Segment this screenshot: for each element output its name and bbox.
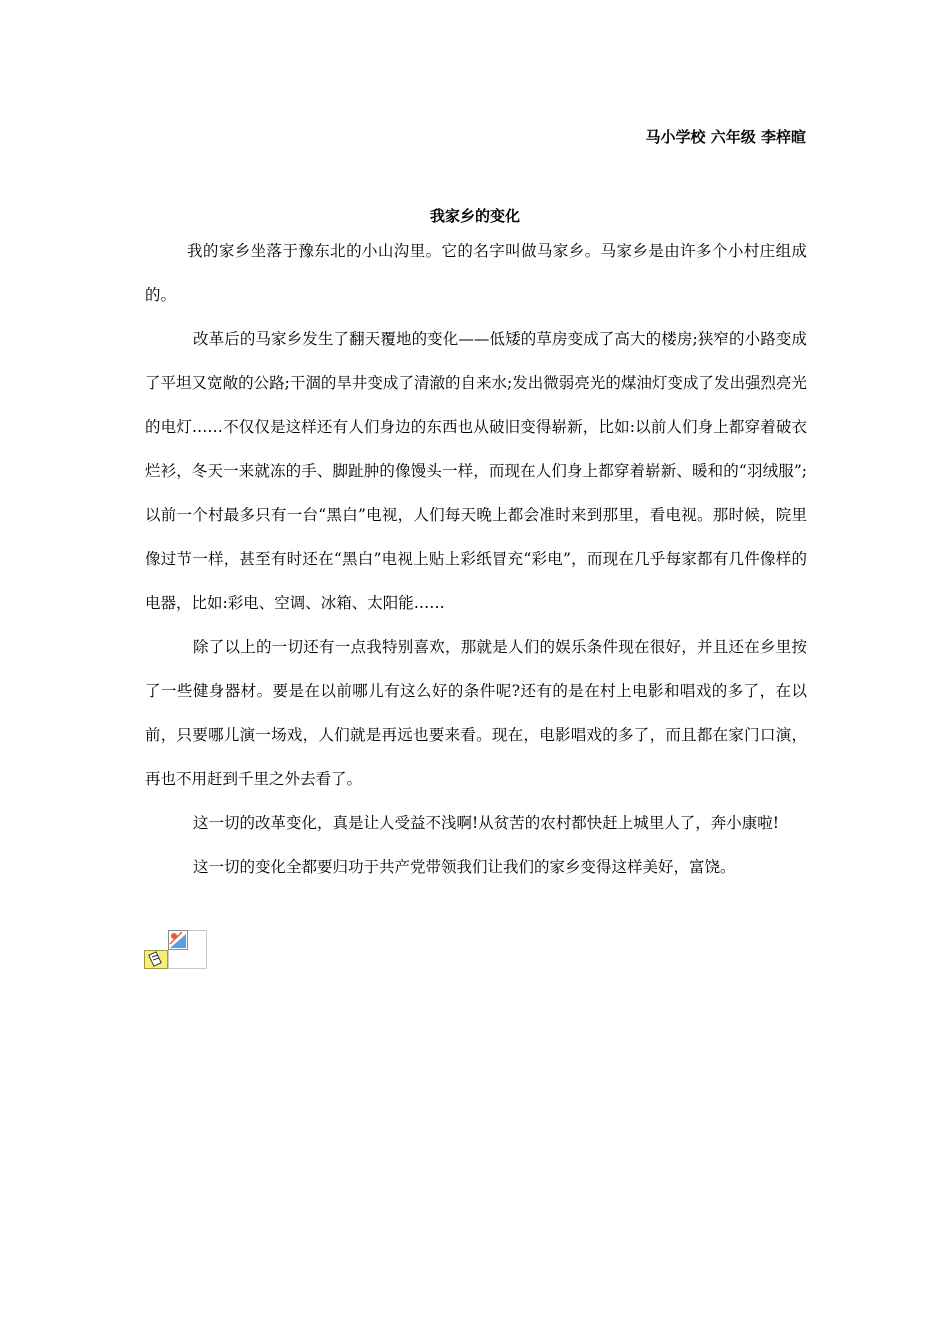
paragraph: 这一切的改革变化，真是让人受益不浅啊!从贫苦的农村都快赶上城里人了，奔小康啦! [193,814,779,832]
paragraph: 我的家乡坐落于豫东北的小山沟里。它的名字叫做马家乡。马家乡是由许多个小村庄组成的。 [145,242,807,304]
author-line: 马小学校 六年级 李梓暄 [645,128,806,146]
broken-image-placeholder [144,930,206,968]
note-icon [144,950,168,969]
article-body [145,229,807,889]
paragraph: 除了以上的一切还有一点我特别喜欢，那就是人们的娱乐条件现在很好，并且还在乡里按了一些健身器材。要是在以前哪儿有这么好的条件呢?还有的是在村上电影和唱戏的多了，在以前，只要哪儿演一场戏，人们就是再远也要来看。现在，电影唱戏的多了，而且都在家门口演，再也不用赶到千里之外去看了。 [145,638,807,788]
paragraph: 这一切的变化全都要归功于共产党带领我们让我们的家乡变得这样美好，富饶。 [193,858,736,876]
article-title: 我家乡的变化 [429,207,520,225]
paragraph: 改革后的马家乡发生了翻天覆地的变化——低矮的草房变成了高大的楼房;狭窄的小路变成了平坦又宽敞的公路;干涸的旱井变成了清澈的自来水;发出微弱亮光的煤油灯变成了发出强烈亮光的电灯……不仅仅是这样还有人们身边的东西也从破旧变得崭新，比如:以前人们身上都穿着破衣烂衫，冬天一来就冻的手、脚趾肿的像馒头一样，而现在人们身上都穿着崭新、暖和的“羽绒服”;以前一个村最多只有一台“黑白”电视，人们每天晚上都会准时来到那里，看电视。那时候，院里像过节一样，甚至有时还在“黑白”电视上贴上彩纸冒充“彩电”，而现在几乎每家都有几件像样的电器，比如:彩电、空调、冰箱、太阳能…… [145,330,807,612]
pencil-icon [145,951,167,968]
broken-image-icon [168,930,188,950]
